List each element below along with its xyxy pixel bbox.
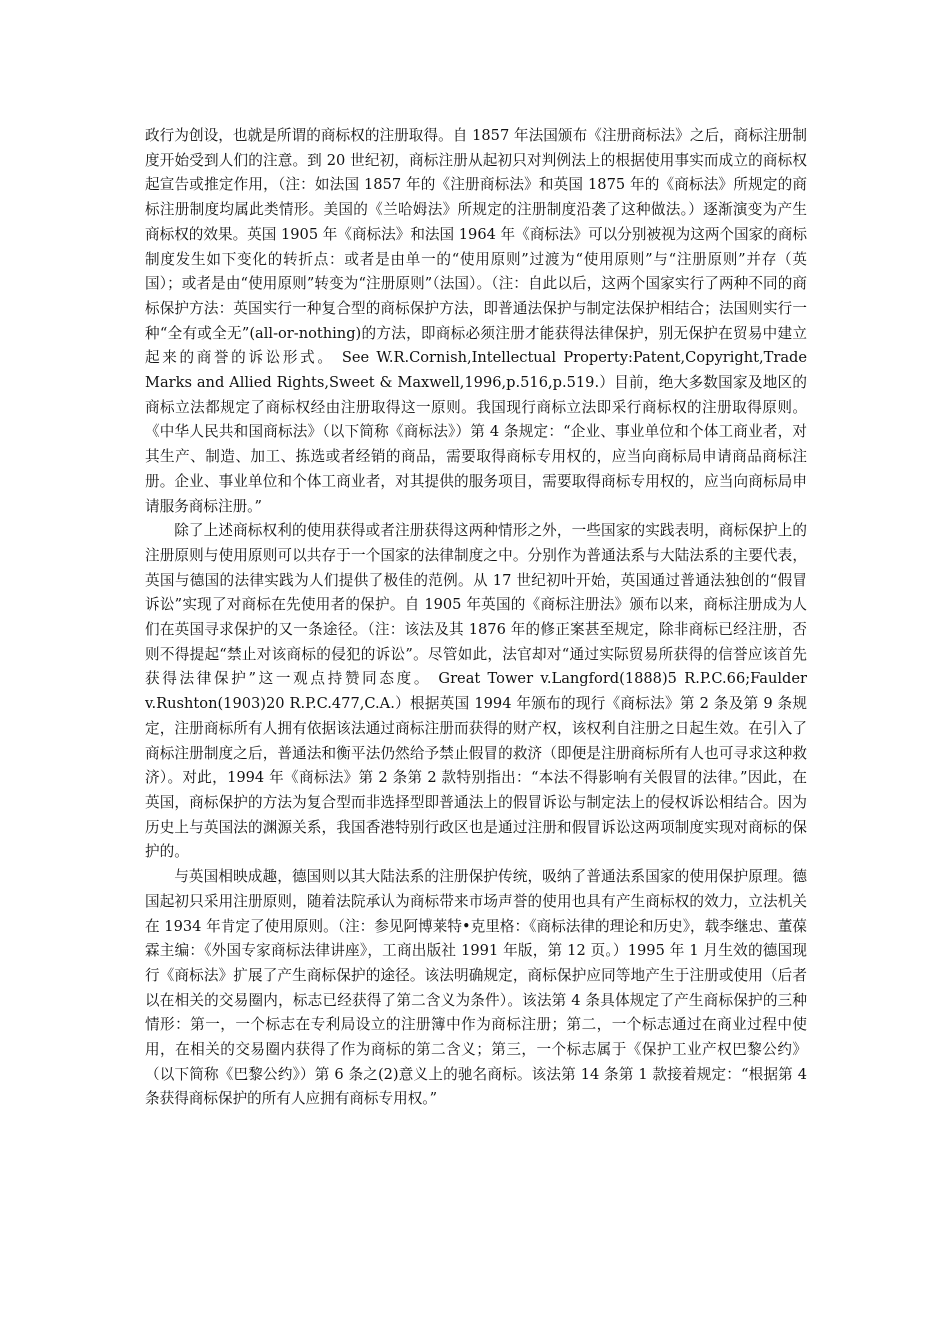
document-page <box>145 124 807 1112</box>
paragraph-2: 除了上述商标权利的使用获得或者注册获得这两种情形之外，一些国家的实践表明，商标保护上的注册原则与使用原则可以共存于一个国家的法律制度之中。分别作为普通法系与大陆法系的主要代表，英国与德国的法律实践为人们提供了极佳的范例。从 17 世纪初叶开始，英国通过普通法独创的“假冒诉讼”实现了对商标在先使用者的保护。自 1905 年英国的《商标注册法》颁布以来，商标注册成为人们在英国寻求保护的又一条途径。（注：该法及其 1876 年的修正案甚至规定，除非商标已经注册，否则不得提起“禁止对该商标的侵犯的诉讼”。尽管如此，法官却对“通过实际贸易所获得的信誉应该首先获得法律保护”这一观点持赞同态度。 Great Tower v.Langford(1888)5 R.P.C.66;Faulder v.Rushton(1903)20 R.P.C.477,C.A.）根据英国 1994 年颁布的现行《商标法》第 2 条及第 9 条规定，注册商标所有人拥有依据该法通过商标注册而获得的财产权，该权利自注册之日起生效。在引入了商标注册制度之后，普通法和衡平法仍然给予禁止假冒的救济（即便是注册商标所有人也可寻求这种救济）。对此，1994 年《商标法》第 2 条第 2 款特别指出：“本法不得影响有关假冒的法律。”因此，在英国，商标保护的方法为复合型而非选择型即普通法上的假冒诉讼与制定法上的侵权诉讼相结合。因为历史上与英国法的渊源关系，我国香港特别行政区也是通过注册和假冒诉讼这两项制度实现对商标的保护的。 <box>145 522 807 861</box>
paragraph-3: 与英国相映成趣，德国则以其大陆法系的注册保护传统，吸纳了普通法系国家的使用保护原理。德国起初只采用注册原则，随着法院承认为商标带来市场声誉的使用也具有产生商标权的效力，立法机关在 1934 年肯定了使用原则。（注：参见阿博莱特•克里格：《商标法律的理论和历史》，载李继忠、董葆霖主编：《外国专家商标法律讲座》，工商出版社 1991 年版，第 12 页。）1995 年 1 月生效的德国现行《商标法》扩展了产生商标保护的途径。该法明确规定，商标保护应同等地产生于注册或使用（后者以在相关的交易圈内，标志已经获得了第二含义为条件）。该法第 4 条具体规定了产生商标保护的三种情形：第一，一个标志在专利局设立的注册簿中作为商标注册；第二，一个标志通过在商业过程中使用，在相关的交易圈内获得了作为商标的第二含义；第三，一个标志属于《保护工业产权巴黎公约》（以下简称《巴黎公约》）第 6 条之(2)意义上的驰名商标。该法第 14 条第 1 款接着规定：“根据第 4 条获得商标保护的所有人应拥有商标专用权。” <box>145 868 807 1108</box>
paragraph-1: 政行为创设，也就是所谓的商标权的注册取得。自 1857 年法国颁布《注册商标法》之后，商标注册制度开始受到人们的注意。到 20 世纪初，商标注册从起初只对判例法上的根据使用事实而成立的商标权起宣告或推定作用，（注：如法国 1857 年的《注册商标法》和英国 1875 年的《商标法》所规定的商标注册制度均属此类情形。美国的《兰哈姆法》所规定的注册制度沿袭了这种做法。）逐渐演变为产生商标权的效果。英国 1905 年《商标法》和法国 1964 年《商标法》可以分别被视为这两个国家的商标制度发生如下变化的转折点：或者是由单一的“使用原则”过渡为“使用原则”与“注册原则”并存（英国）；或者是由“使用原则”转变为“注册原则”（法国）。（注：自此以后，这两个国家实行了两种不同的商标保护方法：英国实行一种复合型的商标保护方法，即普通法保护与制定法保护相结合；法国则实行一种“全有或全无”(all-or-nothing)的方法，即商标必须注册才能获得法律保护，别无保护在贸易中建立起来的商誉的诉讼形式。 See W.R.Cornish,Intellectual Property:Patent,Copyright,Trade Marks and Allied Rights,Sweet & Maxwell,1996,p.516,p.519.）目前，绝大多数国家及地区的商标立法都规定了商标权经由注册取得这一原则。我国现行商标立法即采行商标权的注册取得原则。《中华人民共和国商标法》（以下简称《商标法》）第 4 条规定：“企业、事业单位和个体工商业者，对其生产、制造、加工、拣选或者经销的商品，需要取得商标专用权的，应当向商标局申请商品商标注册。企业、事业单位和个体工商业者，对其提供的服务项目，需要取得商标专用权的，应当向商标局申请服务商标注册。” <box>145 127 807 515</box>
